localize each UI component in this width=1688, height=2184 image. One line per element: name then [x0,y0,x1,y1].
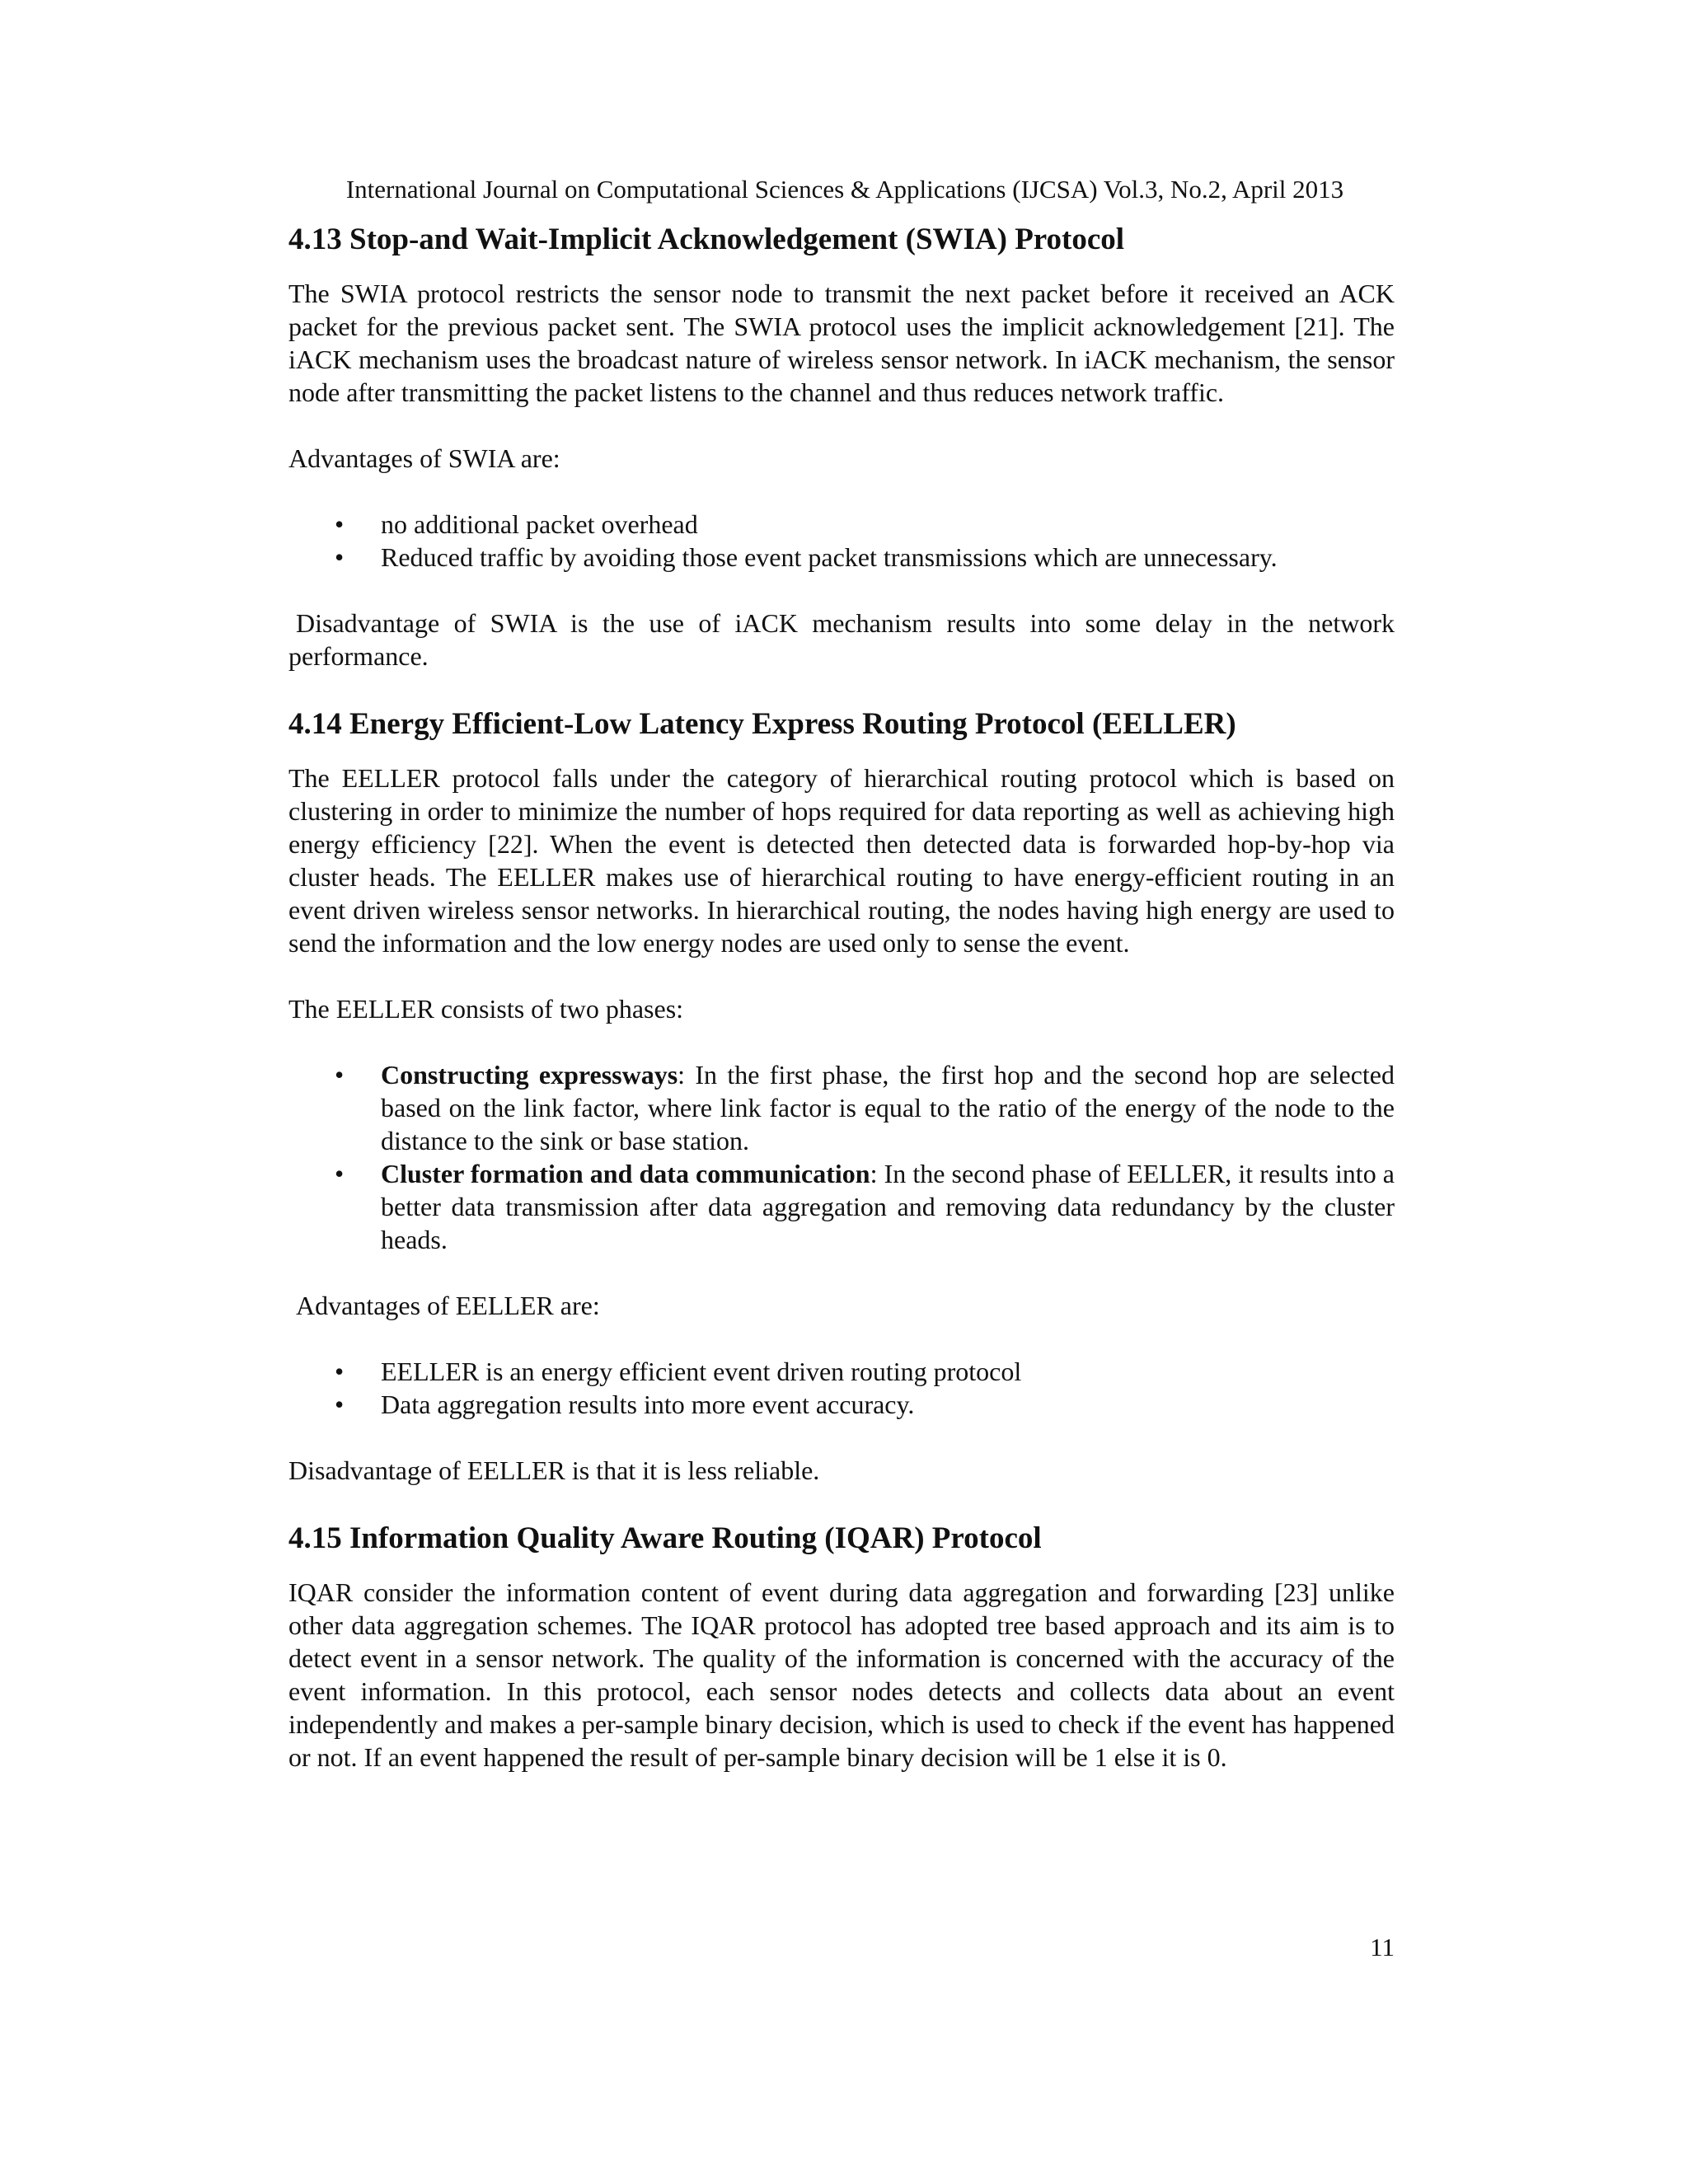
bullet-icon: • [335,542,345,572]
page-content [288,221,1395,1807]
eeller-advantages-label: Advantages of EELLER are: [296,1291,600,1320]
eeller-intro-paragraph: The EELLER protocol falls under the category of hierarchical routing protocol which is based on clustering in order to minimize the number of hops required for data reporting as well as achieving high energy efficiency [22]. When the event is detected then detected data is forwarded hop-by-hop via cluster heads. The EELLER makes use of hierarchical routing to have energy-efficient routing in an event driven wireless sensor networks. In hierarchical routing, the nodes having high energy are used to send the information and the low energy nodes are used only to sense the event. [288,763,1395,958]
list-item-text: Data aggregation results into more event accuracy. [381,1390,915,1419]
list-item [335,1157,1395,1256]
list-item-text: no additional packet overhead [381,509,698,539]
list-item [335,1355,1395,1388]
list-item-text: Reduced traffic by avoiding those event packet transmissions which are unnecessary. [381,542,1278,572]
page-number: 11 [1370,1933,1395,1961]
section-heading-4-13: 4.13 Stop-and Wait-Implicit Acknowledgement (SWIA) Protocol [288,223,1125,256]
section-4-14 [288,705,1395,1487]
swia-advantages-label: Advantages of SWIA are: [288,443,560,473]
swia-advantages-list [288,508,1395,574]
section-4-13 [288,221,1395,673]
section-heading-4-14: 4.14 Energy Efficient-Low Latency Express Routing Protocol (EELLER) [288,707,1236,741]
bullet-icon: • [335,509,345,539]
eeller-phases-label: The EELLER consists of two phases: [288,994,684,1024]
list-item [335,1058,1395,1157]
phase-term: Constructing expressways [381,1060,678,1090]
eeller-disadvantage-paragraph: Disadvantage of EELLER is that it is less reliable. [288,1455,820,1485]
list-item-text: EELLER is an energy efficient event driven routing protocol [381,1357,1022,1386]
section-heading-4-15: 4.15 Information Quality Aware Routing (IQAR) Protocol [288,1521,1042,1555]
bullet-icon: • [335,1060,345,1090]
list-item [335,1388,1395,1421]
eeller-phases-list [288,1058,1395,1256]
bullet-icon: • [335,1357,345,1386]
running-header: International Journal on Computational Sciences & Applications (IJCSA) Vol.3, No.2, April 2013 [345,175,1344,204]
eeller-advantages-list [288,1355,1395,1421]
list-item [335,508,1395,541]
section-4-15 [288,1520,1395,1774]
swia-intro-paragraph: The SWIA protocol restricts the sensor node to transmit the next packet before it received an ACK packet for the previous packet sent. The SWIA protocol uses the implicit acknowledgement [21]. The iACK mechanism uses the broadcast nature of wireless sensor network. In iACK mechanism, the sensor node after transmitting the packet listens to the channel and thus reduces network traffic. [288,279,1395,407]
list-item [335,541,1395,574]
iqar-intro-paragraph: IQAR consider the information content of event during data aggregation and forwarding [23] unlike other data aggregation schemes. The IQAR protocol has adopted tree based approach and its aim is to detect event in a sensor network. The quality of the information is concerned with the accuracy of the event information. In this protocol, each sensor nodes detects and collects data about an event independently and makes a per-sample binary decision, which is used to check if the event has happened or not. If an event happened the result of per-sample binary decision will be 1 else it is 0. [288,1577,1395,1772]
phase-term: Cluster formation and data communication [381,1159,870,1188]
swia-disadvantage-paragraph: Disadvantage of SWIA is the use of iACK mechanism results into some delay in the network performance. [288,608,1395,671]
bullet-icon: • [335,1159,345,1188]
phase-text: : In the second phase of EELLER, it results into a better data transmission after data aggregation and removing data redundancy by the cluster heads. [381,1159,1395,1254]
phase-text: : In the first phase, the first hop and the second hop are selected based on the link factor, where link factor is equal to the ratio of the energy of the node to the distance to the sink or base station. [381,1060,1395,1155]
bullet-icon: • [335,1390,345,1419]
